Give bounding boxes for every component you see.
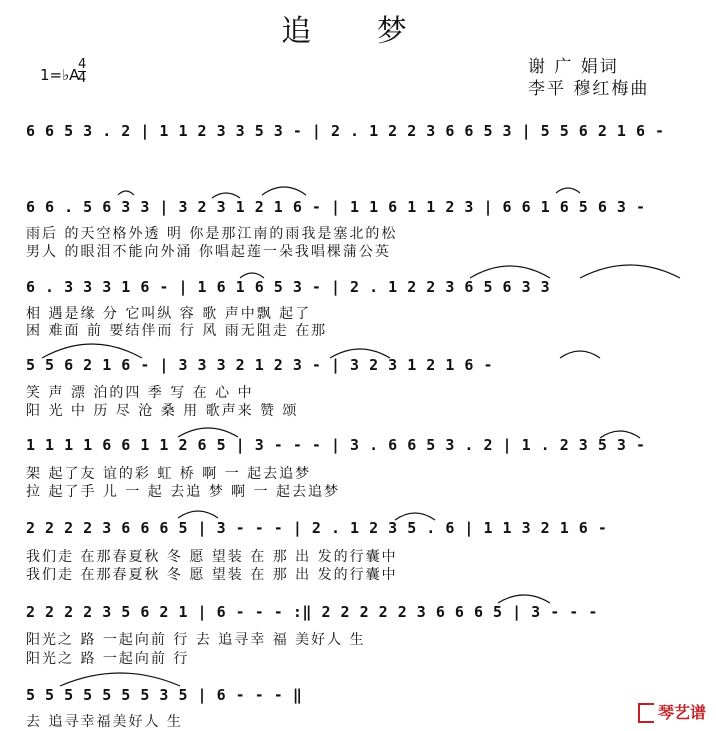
- notation-row-2: 6 6 . 5 6 3 3 | 3 2 3 1 2 1 6 - | 1 1 6 1 1 2 3 | 6 6 1 6 5 6 3 -: [26, 198, 646, 216]
- watermark-logo: [638, 700, 706, 724]
- lyric-row-6a: 我们走 在那春夏秋 冬 愿 望装 在 那 出 发的行囊中: [26, 549, 398, 565]
- key-signature: 1=♭A: [40, 66, 80, 84]
- lyric-row-7a: 阳光之 路 一起向前 行 去 追寻幸 福 美好人 生: [26, 632, 366, 648]
- song-title: 追 梦: [281, 14, 435, 49]
- notation-row-7: 2 2 2 2 3 5 6 2 1 | 6 - - - :‖ 2 2 2 2 2 3 6 6 6 5 | 3 - - -: [26, 603, 598, 621]
- lyric-row-5a: 架 起了友 谊的彩 虹 桥 啊 一 起去追梦: [26, 466, 312, 482]
- lyric-row-3a: 相 遇是缘 分 它叫纵 容 歌 声中飘 起了: [26, 306, 312, 322]
- notation-row-3: 6 . 3 3 3 1 6 - | 1 6 1 6 5 3 - | 2 . 1 2 2 3 6 5 6 3 3: [26, 278, 551, 296]
- lyric-row-4b: 阳 光 中 历 尽 沧 桑 用 歌声来 赞 颂: [26, 403, 299, 419]
- lyric-row-5b: 拉 起了手 儿 一 起 去追 梦 啊 一 起去追梦: [26, 484, 341, 500]
- lyric-row-3b: 困 难面 前 要结伴而 行 风 雨无阻走 在那: [26, 323, 328, 339]
- composer-credit: 李平 穆红梅曲: [528, 79, 650, 99]
- lyric-row-8a: 去 追寻幸福美好人 生: [26, 714, 183, 730]
- lyricist-credit: 谢 广 娟词: [528, 57, 619, 77]
- meter-top: 4: [78, 57, 87, 72]
- watermark-text: 琴艺谱: [657, 702, 706, 722]
- notation-row-1: 6 6 5 3 . 2 | 1 1 2 3 3 5 3 - | 2 . 1 2 2 3 6 6 5 3 | 5 5 6 2 1 6 -: [26, 122, 665, 140]
- notation-row-6: 2 2 2 2 3 6 6 6 5 | 3 - - - | 2 . 1 2 3 5 . 6 | 1 1 3 2 1 6 -: [26, 519, 608, 537]
- logo-icon: [638, 703, 654, 723]
- lyric-row-2a: 雨后 的天空格外透 明 你是那江南的雨我是塞北的松: [26, 226, 398, 242]
- meter-bottom: 4: [78, 71, 87, 86]
- notation-row-4: 5 5 6 2 1 6 - | 3 3 3 2 1 2 3 - | 3 2 3 1 2 1 6 -: [26, 356, 494, 374]
- lyric-row-7b: 阳光之 路 一起向前 行: [26, 651, 190, 667]
- lyric-row-2b: 男人 的眼泪不能向外涌 你唱起莲一朵我唱棵蒲公英: [26, 244, 391, 260]
- lyric-row-4a: 笑 声 漂 泊的四 季 写 在 心 中: [26, 385, 254, 401]
- notation-row-8: 5 5 5 5 5 5 5 3 5 | 6 - - - ‖: [26, 686, 303, 704]
- notation-row-5: 1 1 1 1 6 6 1 1 2 6 5 | 3 - - - | 3 . 6 6 5 3 . 2 | 1 . 2 3 5 3 -: [26, 436, 646, 454]
- lyric-row-6b: 我们走 在那春夏秋 冬 愿 望装 在 那 出 发的行囊中: [26, 567, 398, 583]
